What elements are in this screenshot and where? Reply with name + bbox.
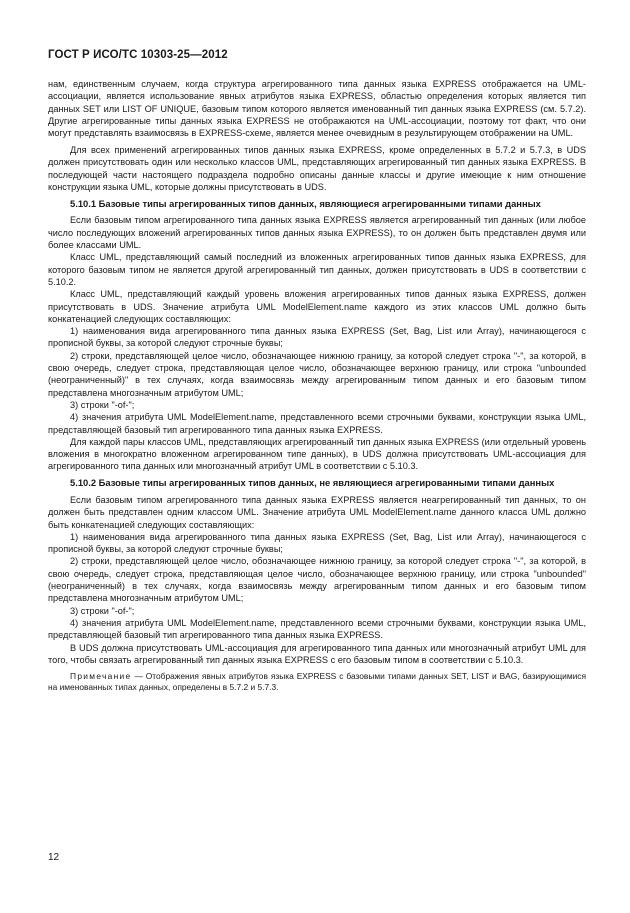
s1-list-item: 3) строки "-of-"; [70,399,135,410]
note-paragraph [48,671,586,694]
intro-paragraph-2: Для всех применений агрегированных типов данных языка EXPRESS, кроме определенных в 5.7.2 и 5.7.3, в UDS должен присутствовать один или несколько классов UML, представляющих агрегированный тип данных языка EXPRESS. В последующей части настоящего подраздела подробно описаны данные классы и другие имеющие к ним отношение конструкции языка UML, которые должны присутствовать в UDS. [48,144,586,192]
s2-paragraph: В UDS должна присутствовать UML-ассоциация для агрегированного типа данных или многозначный атрибут UML для того, чтобы связать агрегированный тип данных языка EXPRESS с его базовым типом в соответствии с 5.10.3. [48,642,586,665]
page-number: 12 [48,852,60,863]
note-text: — Отображения явных атрибутов языка EXPRESS с базовыми типами данных SET, LIST и BAG, базирующимися на именованных типах данных, определены в 5.7.2 и 5.7.3. [48,670,586,693]
s1-paragraph: Для каждой пары классов UML, представляющих агрегированный тип данных языка EXPRESS (или отдельный уровень вложения в многократно вложенном агрегированном типе данных), в UDS должна присутствовать UML-ассоциация для агрегированного типа данных или многозначный атрибут UML в соответствии с 5.10.3. [48,436,586,472]
intro-paragraph-1: нам, единственным случаем, когда структура агрегированного типа данных языка EXPRESS отображается на UML-ассоциации, является использование явных атрибутов языка EXPRESS, областью определения которых является тип данных SET или LIST OF UNIQUE, базовым типом которого является именованный тип данных языка EXPRESS (см. 5.7.2). Другие агрегированные типы данных языка EXPRESS не отображаются на UML-ассоциации, поэтому тот факт, что они могут представлять взаимосвязь в EXPRESS-схеме, является менее очевидным в результирующем отображении на UML. [48,79,586,139]
s2-paragraph: Если базовым типом агрегированного типа данных языка EXPRESS является неагрегированный тип данных, то он должен быть представлен одним классом UML. Значение атрибута UML ModelElement.name данного класса UML должно быть конкатенацией следующих составляющих: [48,495,586,530]
s1-paragraph: Если базовым типом агрегированного типа данных языка EXPRESS является агрегированный тип данных (или любое число последующих вложений агрегированных типов данных языка EXPRESS), то он должен быть представлен двумя или более классами UML. [48,215,586,251]
s2-list-item: 2) строки, представляющей целое число, обозначающее нижнюю границу, за которой следует строка "-", за которой, в свою очередь, следует строка, представляющая целое число, обозначающее верхнюю границу, или строка "unbounded" (неограниченный) в тех случаях, когда взаимосвязь между агрегированным типом данных и его базовым типом представлена многозначным атрибутом UML; [48,556,586,604]
s2-list-item: 1) наименования вида агрегированного типа данных языка EXPRESS (Set, Bag, List или Array), начинающегося с прописной буквы, за которой следуют строчные буквы; [48,531,586,555]
section-5-10-2-heading: 5.10.2 Базовые типы агрегированных типов данных, не являющиеся агрегированными типами данных [70,477,555,489]
s1-paragraph: Класс UML, представляющий каждый уровень вложения агрегированных типов данных языка EXPRESS, должен присутствовать в UDS. Значение атрибута UML ModelElement.name каждого из этих классов UML должно быть конкатенацией следующих составляющих: [48,289,586,324]
s2-list-item: 3) строки "-of-"; [70,605,135,616]
page-body [48,78,586,694]
s2-list-item: 4) значения атрибута UML ModelElement.name, представленного всеми строчными буквами, конструкции языка UML, представляющей базовый тип агрегированного типа данных языка EXPRESS. [48,617,586,641]
note-label: Примечание [70,670,132,681]
page-header-title: ГОСТ Р ИСО/ТС 10303-25—2012 [48,49,228,61]
s1-list-item: 1) наименования вида агрегированного типа данных языка EXPRESS (Set, Bag, List или Array), начинающегося с прописной буквы, за которой следуют строчные буквы; [48,326,586,349]
section-5-10-1-heading: 5.10.1 Базовые типы агрегированных типов данных, являющиеся агрегированными типами данных [70,197,541,209]
s1-list-item: 4) значения атрибута UML ModelElement.name, представленного всеми строчными буквами, конструкции языка UML, представляющей базовый тип агрегированного типа данных языка EXPRESS. [48,412,586,435]
s1-paragraph: Класс UML, представляющий самый последний из вложенных агрегированных типов данных языка EXPRESS, для которого базовым типом не является другой агрегированный тип данных, должен присутствовать в UDS в соответствии с 5.10.2. [48,252,586,287]
s1-list-item: 2) строки, представляющей целое число, обозначающее нижнюю границу, за которой следует строка "-", за которой, в свою очередь, следует строка, представляющая целое число, обозначающее верхнюю границу, или строка "unbounded (неограниченный)" в тех случаях, когда взаимосвязь между агрегированным типом данных и его базовым типом представлена многозначным атрибутом UML; [48,350,586,398]
